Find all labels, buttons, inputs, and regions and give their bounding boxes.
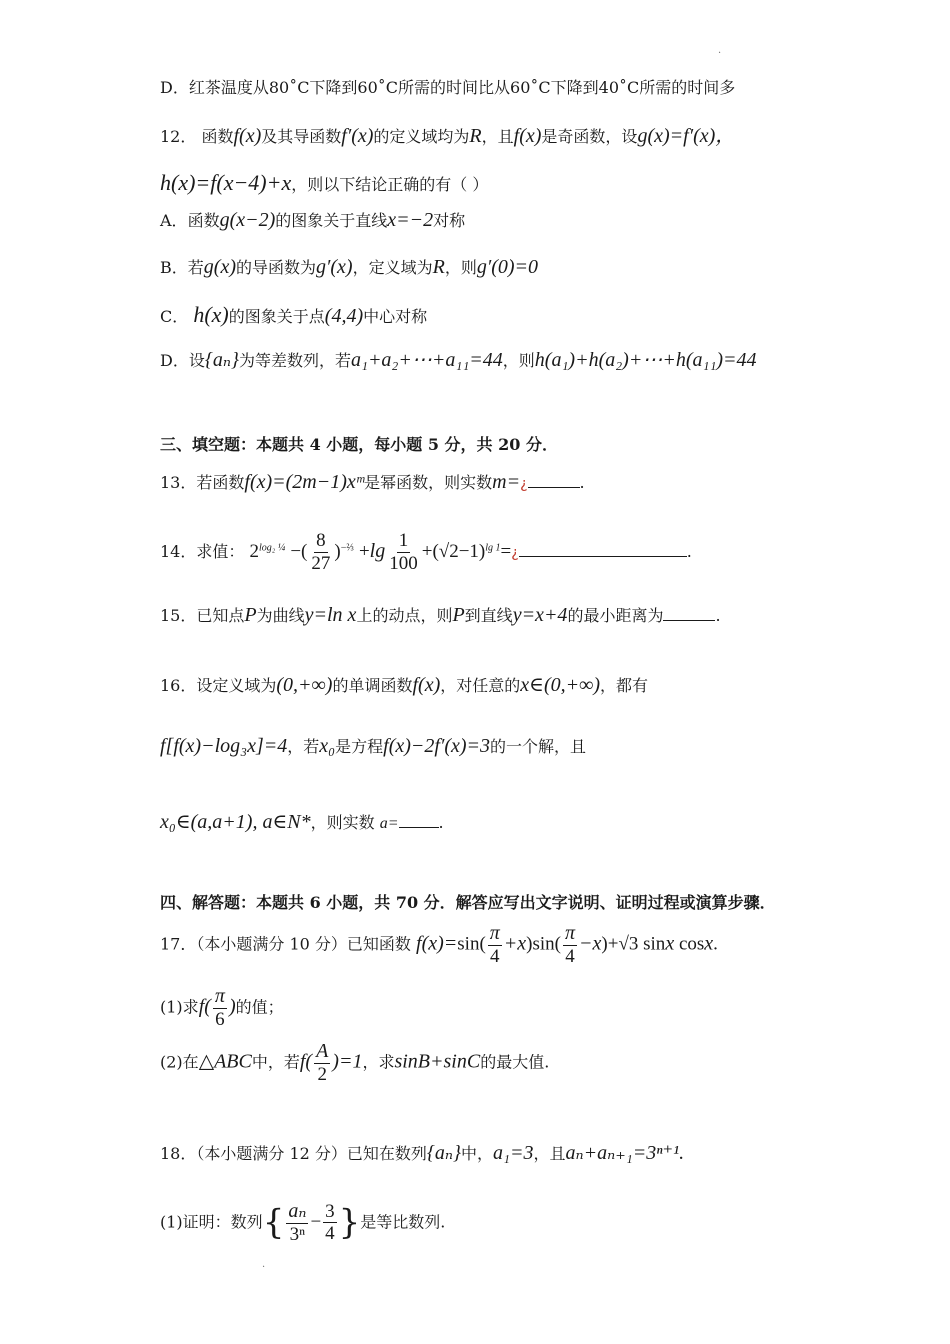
math-h-def: h(x)=f(x−4)+x [160,170,292,195]
answer-blank[interactable] [528,473,580,488]
page-dot: · [718,48,722,59]
answer-blank[interactable] [399,813,439,828]
math-fx: f(x) [233,125,262,147]
q17-part1: (1)求f( $\frac{\pi}{6}$ )的值； [160,985,284,1030]
answer-blank[interactable] [519,542,687,557]
q12-option-a: A．函数g(x−2)的图象关于直线x=−2对称 [160,209,466,231]
q12-option-d: D．设{aₙ}为等差数列，若a₁+a₂+⋯+a₁₁=44，则h(a₁)+h(a₂)+⋯+h(a₁₁)=44 [160,349,757,371]
section-3-heading: 三、填空题：本题共 4 小题，每小题 5 分，共 20 分． [160,435,558,454]
q16-line2: f[f(x)−log₃x]=4，若x₀是方程f(x)−2f′(x)=3的一个解，且 [160,735,587,757]
q15: 15．已知点P为曲线y=ln x上的动点，则P到直线y=x+4的最小距离为 . [160,604,721,626]
q11-option-d: D．红茶温度从80˚C下降到60˚C所需的时间比从60˚C下降到40˚C所需的时间多 [160,78,736,97]
q12-option-c: C． h(x)的图象关于点(4,4)中心对称 [160,302,428,327]
q17-part2: (2)在△ABC中，若f( $\frac{A}{2}$ )=1，求sinB+sinC的最大值. [160,1040,550,1085]
q12-option-b: B．若g(x)的导函数为g′(x)，定义域为R，则g′(0)=0 [160,256,539,278]
math-fx: f(x) [513,125,542,147]
math-R: R [469,125,482,147]
fraction-1-100: $\frac{1}{100}$ [389,530,418,574]
page-dot: · [262,1262,266,1273]
math-fpx: f′(x) [341,125,374,147]
q13: 13．若函数f(x)=(2m−1)xᵐ是幂函数，则实数m=¿ . [160,471,585,493]
fraction-an-3n: $\frac{\text{aₙ}}{\text{3ⁿ}}$ [288,1200,307,1245]
q18-part1: (1)证明：数列{ $\frac{\text{aₙ}}{\text{3ⁿ}}$ − $\frac{3}{4}$ }是等比数列. [160,1200,446,1245]
answer-blank[interactable] [663,606,715,621]
fraction-pi-4: $\frac{\pi}{4}$ [489,922,500,967]
q18: 18．（本小题满分 12 分）已知在数列{aₙ}中，a₁=3，且aₙ+aₙ₊₁=3ⁿ⁺¹. [160,1142,685,1164]
q16-line1: 16．设定义域为(0,+∞)的单调函数f(x)，对任意的x∈(0,+∞)，都有 [160,674,649,696]
q16-line3: x₀∈(a,a+1), a∈N*，则实数 a= . [160,811,444,833]
section-4-heading: 四、解答题：本题共 6 小题，共 70 分．解答应写出文字说明、证明过程或演算步骤． [160,893,776,912]
q12-line1: 12． 函数f(x)及其导函数f′(x)的定义域均为R，且f(x)是奇函数，设g(x)=f′(x)， [160,125,736,147]
q14: 14．求值： $2^{log_2 \frac{1}{4}}$ −( $\frac{8}{27}$ )$^{-\frac{2}{3}}$ +lg $\frac{1}{100}$ $+(√2-1)^{lg 1}=¿$ . [160,530,692,574]
math-g-def: g(x)=f′(x)， [637,125,736,147]
q12-line2: h(x)=f(x−4)+x，则以下结论正确的有（ ） [160,170,489,195]
fraction-A-2: $\frac{A}{2}$ [316,1040,329,1085]
question-number: 12． [160,127,197,146]
fraction-pi-6: $\frac{\pi}{6}$ [214,985,225,1030]
fraction-pi-4: $\frac{\pi}{4}$ [565,922,576,967]
q17: 17．（本小题满分 10 分）已知函数 f(x)=sin( $\frac{\pi}{4}$ +x)sin( $\frac{\pi}{4}$ −x)+√3 sinx cosx. [160,922,718,967]
fraction-8-27: $\frac{8}{27}$ [311,530,331,574]
fraction-3-4: $\frac{3}{4}$ [325,1200,335,1245]
